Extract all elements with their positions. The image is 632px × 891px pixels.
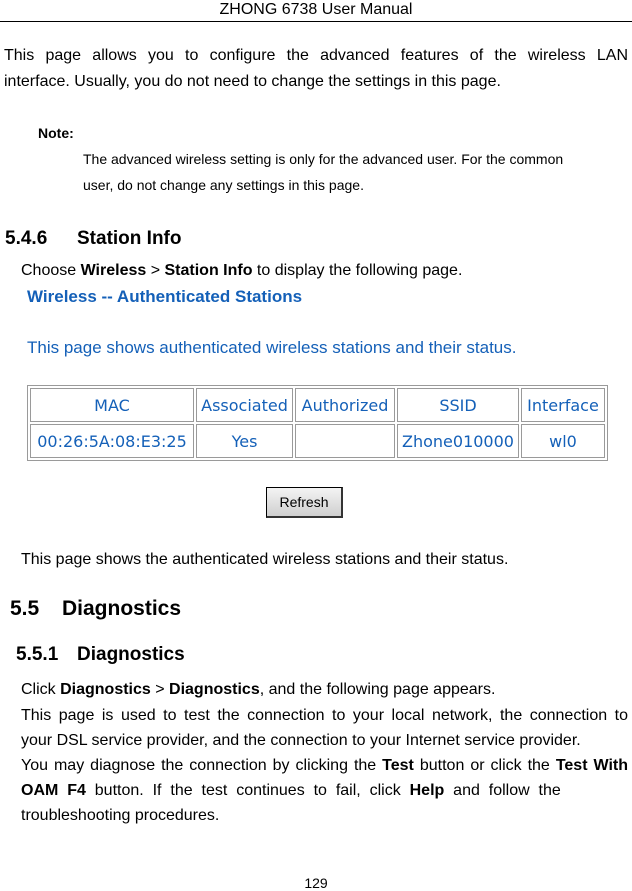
screenshot-description: This page shows authenticated wireless stations and their status. (27, 338, 517, 357)
choose-suffix: to display the following page. (252, 262, 463, 279)
stations-table (27, 385, 608, 461)
menu-diagnostics-sub: Diagnostics (169, 681, 260, 698)
test-keyword: Test (382, 757, 414, 774)
intro-line-2: interface. Usually, you do not need to change the settings in this page. (4, 73, 501, 90)
cell-authorized (295, 424, 395, 458)
column-header-mac: MAC (30, 388, 194, 422)
oam-f4-keyword: OAM F4 (21, 782, 86, 799)
stations-table-wrap (27, 385, 608, 461)
menu-wireless: Wireless (80, 262, 147, 279)
click-suffix: , and the following page appears. (259, 681, 496, 698)
diagnostics-para-1-line-2: your DSL service provider, and the connection to your Internet service provider. (21, 732, 581, 749)
note-label: Note: (38, 125, 74, 141)
menu-station-info: Station Info (164, 262, 253, 279)
section-551-title: Diagnostics (77, 644, 185, 665)
column-header-authorized: Authorized (295, 388, 395, 422)
screenshot-title: Wireless -- Authenticated Stations (27, 287, 303, 306)
page-header: ZHONG 6738 User Manual (219, 1, 413, 18)
cell-mac: 00:26:5A:08:E3:25 (30, 424, 194, 458)
cell-associated: Yes (196, 424, 293, 458)
note-line-2: user, do not change any settings in this page. (83, 177, 364, 193)
section-546-title: Station Info (77, 228, 182, 249)
refresh-button[interactable]: Refresh (266, 487, 343, 518)
cell-interface: wl0 (521, 424, 605, 458)
click-prefix: Click (21, 681, 61, 698)
table-header-row (30, 388, 605, 422)
help-keyword: Help (409, 782, 445, 799)
section-55-title: Diagnostics (62, 597, 182, 620)
column-header-interface: Interface (521, 388, 605, 422)
test-with-keyword: Test With (555, 757, 629, 774)
section-551-number: 5.5.1 (16, 644, 59, 665)
diagnostics-para-2-line-3: troubleshooting procedures. (21, 807, 220, 824)
diagnostics-para-2-line-1 (21, 752, 628, 780)
para2-line2-suffix: and follow the (444, 782, 561, 799)
menu-separator: > (150, 681, 170, 698)
choose-prefix: Choose (21, 262, 81, 279)
diagnostics-para-2-line-2 (21, 777, 628, 805)
diagnostics-instruction (21, 676, 495, 704)
station-info-instruction (21, 257, 462, 285)
menu-separator: > (146, 262, 165, 279)
note-line-1: The advanced wireless setting is only for the advanced user. For the common (83, 151, 564, 167)
header-rule (0, 21, 632, 22)
after-screenshot-text: This page shows the authenticated wireless stations and their status. (21, 551, 509, 568)
diagnostics-para-1-line-1: This page is used to test the connection to your local network, the connection to (21, 707, 628, 724)
column-header-associated: Associated (196, 388, 293, 422)
page-number: 129 (304, 875, 328, 891)
cell-ssid: Zhone010000 (397, 424, 519, 458)
section-546-number: 5.4.6 (5, 228, 48, 249)
para2-line2-mid: button. If the test continues to fail, click (85, 782, 410, 799)
section-55-number: 5.5 (10, 597, 40, 620)
para2-mid: button or click the (413, 757, 556, 774)
column-header-ssid: SSID (397, 388, 519, 422)
table-row (30, 424, 605, 458)
intro-line-1: This page allows you to configure the advanced features of the wireless LAN (4, 47, 628, 64)
para2-prefix: You may diagnose the connection by clicking the (21, 757, 383, 774)
menu-diagnostics: Diagnostics (60, 681, 151, 698)
